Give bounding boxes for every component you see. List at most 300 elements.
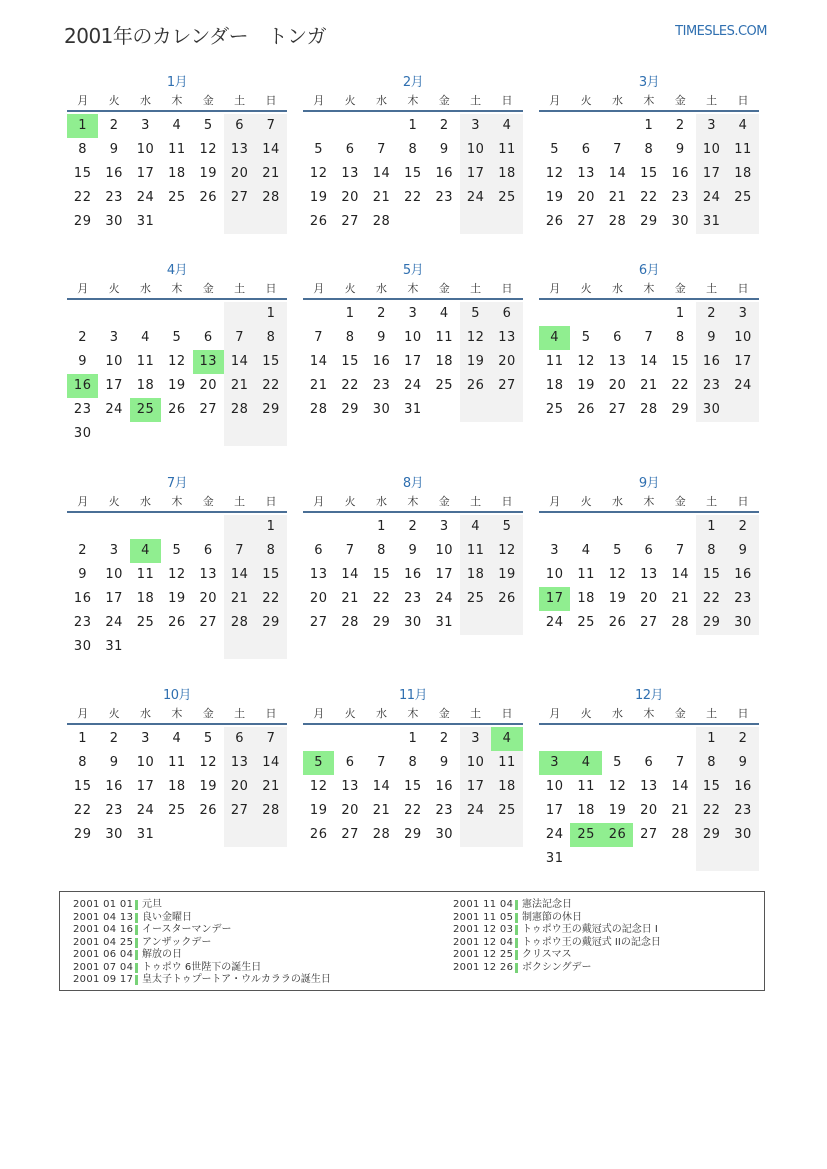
holiday-marker	[135, 938, 138, 948]
day-cell: 23	[73, 402, 92, 417]
week-row	[539, 751, 759, 775]
holiday-column-right	[453, 899, 661, 974]
day-cell: 3	[109, 543, 119, 558]
week-row	[67, 138, 287, 162]
week-row	[303, 162, 523, 186]
day-cell: 14	[671, 567, 690, 582]
empty-cell	[130, 635, 161, 659]
day-cell: 19	[199, 166, 218, 181]
day-cell: 9	[78, 567, 88, 582]
day-cell: 15	[73, 779, 92, 794]
day-cell: 1	[696, 727, 727, 751]
empty-cell	[633, 727, 664, 751]
day-cell: 22	[73, 190, 92, 205]
holiday-marker	[135, 963, 138, 973]
day-cell: 27	[640, 827, 658, 842]
day-cell: 6	[203, 330, 213, 345]
weekday-label: 金	[202, 707, 214, 720]
empty-cell	[193, 823, 224, 847]
empty-cell	[255, 823, 286, 847]
month-title: 11月	[398, 688, 428, 703]
weekday-label: 火	[344, 282, 356, 295]
day-cell: 28	[640, 402, 658, 417]
week-row	[303, 350, 523, 374]
weekday-label: 水	[375, 282, 387, 295]
week-row	[303, 186, 523, 210]
week-row	[539, 823, 759, 847]
day-cell: 10	[545, 779, 564, 794]
day-cell: 21	[372, 803, 391, 818]
day-cell: 15	[696, 775, 727, 799]
week-row	[67, 563, 287, 587]
day-cell: 22	[696, 799, 727, 823]
weekday-label: 火	[344, 707, 356, 720]
day-cell: 27	[341, 827, 359, 842]
day-cell: 21	[372, 190, 391, 205]
week-row	[303, 751, 523, 775]
day-cell: 3	[439, 519, 449, 534]
week-row	[539, 114, 759, 138]
day-cell: 22	[73, 803, 92, 818]
weekday-header	[67, 493, 287, 513]
empty-cell	[303, 727, 334, 751]
holiday-name: トゥポウ王の戴冠式 IIの記念日	[522, 936, 661, 948]
day-cell: 8	[255, 539, 286, 563]
weekday-label: 土	[706, 707, 718, 720]
week-row	[539, 210, 759, 234]
empty-cell	[161, 823, 192, 847]
day-cell: 29	[372, 615, 391, 630]
day-cell: 12	[460, 326, 491, 350]
day-cell: 18	[491, 162, 522, 186]
empty-cell	[303, 515, 334, 539]
day-cell: 27	[199, 402, 218, 417]
day-cell: 23	[372, 378, 391, 393]
empty-cell	[570, 114, 601, 138]
weekday-header	[539, 280, 759, 300]
week-row	[539, 302, 759, 326]
empty-cell	[491, 611, 522, 635]
day-cell: 16	[372, 354, 391, 369]
empty-cell	[193, 515, 224, 539]
day-cell: 7	[675, 543, 685, 558]
day-cell: 14	[255, 138, 286, 162]
day-cell: 15	[696, 563, 727, 587]
day-cell: 13	[640, 567, 658, 582]
empty-cell	[98, 302, 129, 326]
day-cell: 14	[671, 779, 690, 794]
day-cell: 13	[640, 779, 658, 794]
empty-cell	[255, 210, 286, 234]
empty-cell	[539, 515, 570, 539]
day-cell: 7	[377, 142, 386, 157]
day-cell: 26	[168, 615, 186, 630]
day-cell: 2	[727, 515, 758, 539]
day-cell: 1	[255, 515, 286, 539]
day-cell: 7	[345, 543, 355, 558]
day-cell: 22	[404, 190, 422, 205]
empty-cell	[429, 210, 460, 234]
weekday-label: 月	[549, 707, 561, 720]
day-cell: 9	[727, 539, 758, 563]
day-cell: 19	[608, 803, 627, 818]
weekday-label: 金	[202, 282, 214, 295]
day-cell: 22	[404, 803, 422, 818]
day-cell: 18	[577, 803, 595, 818]
week-row	[539, 847, 759, 871]
page-title: 2001年のカレンダー トンガ	[64, 24, 327, 48]
day-cell: 27	[640, 615, 658, 630]
month-calendar	[539, 475, 759, 635]
holiday-marker	[135, 900, 138, 910]
day-cell: 17	[105, 378, 123, 393]
day-cell: 15	[404, 166, 422, 181]
holiday-date: 2001 12 03	[453, 924, 514, 935]
empty-cell	[602, 847, 633, 871]
day-cell: 15	[640, 166, 658, 181]
day-cell: 14	[255, 751, 286, 775]
day-cell: 25	[130, 398, 161, 422]
holiday-marker	[515, 950, 518, 960]
month-title: 7月	[166, 476, 188, 491]
day-cell: 18	[545, 378, 564, 393]
day-cell: 21	[224, 374, 255, 398]
day-cell: 26	[168, 402, 186, 417]
weekday-label: 火	[344, 94, 356, 107]
day-cell: 29	[671, 402, 690, 417]
day-cell: 13	[341, 779, 359, 794]
day-cell: 9	[377, 330, 386, 345]
week-row	[67, 587, 287, 611]
week-row	[539, 775, 759, 799]
day-cell: 23	[105, 190, 123, 205]
weekday-label: 月	[77, 707, 89, 720]
weekday-label: 土	[470, 282, 482, 295]
day-cell: 30	[696, 398, 727, 422]
day-cell: 15	[341, 354, 359, 369]
day-cell: 24	[545, 827, 564, 842]
weekday-label: 木	[643, 707, 655, 720]
weekday-label: 日	[501, 282, 513, 295]
empty-cell	[366, 114, 397, 138]
week-row	[539, 186, 759, 210]
day-cell: 16	[727, 563, 758, 587]
weekday-label: 金	[438, 94, 450, 107]
day-cell: 8	[644, 142, 654, 157]
day-cell: 10	[136, 142, 155, 157]
day-cell: 10	[460, 138, 491, 162]
day-cell: 30	[404, 615, 422, 630]
holiday-date: 2001 06 04	[73, 949, 134, 960]
month-title: 6月	[638, 263, 660, 278]
empty-cell	[491, 823, 522, 847]
day-cell: 19	[545, 190, 564, 205]
weekday-label: 日	[265, 707, 277, 720]
holiday-date: 2001 12 26	[453, 961, 514, 973]
day-cell: 12	[309, 779, 328, 794]
day-cell: 11	[577, 779, 595, 794]
weekday-label: 木	[407, 707, 419, 720]
day-cell: 18	[136, 378, 155, 393]
month-calendar	[67, 262, 287, 446]
empty-cell	[570, 847, 601, 871]
day-cell: 6	[644, 755, 654, 770]
day-cell: 13	[309, 567, 328, 582]
week-row	[67, 398, 287, 422]
day-cell: 4	[539, 326, 570, 350]
day-cell: 27	[224, 799, 255, 823]
day-cell: 2	[408, 519, 418, 534]
day-cell: 23	[727, 587, 758, 611]
weekday-label: 水	[139, 707, 151, 720]
day-cell: 28	[341, 615, 359, 630]
month-calendar	[303, 262, 523, 422]
day-cell: 22	[671, 378, 690, 393]
day-cell: 15	[255, 350, 286, 374]
day-cell: 7	[644, 330, 654, 345]
week-row	[67, 775, 287, 799]
day-cell: 13	[224, 751, 255, 775]
day-cell: 1	[255, 302, 286, 326]
day-cell: 25	[545, 402, 564, 417]
day-cell: 10	[460, 751, 491, 775]
weekday-header	[303, 493, 523, 513]
weekday-header	[303, 92, 523, 112]
day-cell: 16	[67, 374, 98, 398]
day-cell: 26	[608, 615, 627, 630]
holiday-marker	[135, 950, 138, 960]
day-cell: 8	[675, 330, 685, 345]
holiday-name: イースターマンデー	[142, 924, 232, 935]
day-cell: 21	[341, 591, 359, 606]
day-cell: 20	[199, 591, 218, 606]
day-cell: 16	[404, 567, 422, 582]
day-cell: 28	[224, 611, 255, 635]
day-cell: 24	[460, 799, 491, 823]
day-cell: 26	[199, 190, 218, 205]
day-cell: 19	[491, 563, 522, 587]
empty-cell	[224, 302, 255, 326]
day-cell: 21	[640, 378, 658, 393]
day-cell: 28	[671, 615, 690, 630]
day-cell: 20	[224, 162, 255, 186]
day-cell: 16	[696, 350, 727, 374]
weekday-label: 木	[643, 282, 655, 295]
day-cell: 14	[640, 354, 658, 369]
day-cell: 14	[372, 779, 391, 794]
weekday-label: 木	[171, 707, 183, 720]
day-cell: 31	[404, 402, 422, 417]
day-cell: 15	[255, 563, 286, 587]
day-cell: 30	[105, 214, 123, 229]
week-row	[539, 539, 759, 563]
holiday-entry	[453, 899, 661, 912]
weekday-label: 水	[375, 707, 387, 720]
day-cell: 6	[345, 755, 355, 770]
month-calendar	[539, 262, 759, 422]
day-cell: 1	[377, 519, 386, 534]
day-cell: 2	[439, 118, 449, 133]
weekday-label: 木	[407, 282, 419, 295]
weekday-label: 水	[139, 495, 151, 508]
day-cell: 17	[136, 166, 155, 181]
day-cell: 20	[491, 350, 522, 374]
day-cell: 28	[372, 827, 391, 842]
weekday-label: 月	[77, 495, 89, 508]
day-cell: 14	[341, 567, 359, 582]
day-cell: 5	[172, 543, 182, 558]
holiday-marker	[135, 913, 138, 923]
day-cell: 18	[168, 166, 186, 181]
day-cell: 5	[550, 142, 560, 157]
weekday-label: 水	[375, 94, 387, 107]
day-cell: 23	[727, 799, 758, 823]
empty-cell	[161, 302, 192, 326]
empty-cell	[193, 422, 224, 446]
day-cell: 19	[199, 779, 218, 794]
holiday-entry	[73, 924, 331, 937]
weekday-label: 金	[674, 707, 686, 720]
empty-cell	[130, 515, 161, 539]
empty-cell	[460, 210, 491, 234]
weekday-label: 木	[407, 94, 419, 107]
day-cell: 12	[168, 354, 186, 369]
day-cell: 8	[696, 751, 727, 775]
day-cell: 29	[73, 214, 92, 229]
empty-cell	[397, 210, 428, 234]
weekday-header	[67, 280, 287, 300]
empty-cell	[491, 210, 522, 234]
day-cell: 29	[73, 827, 92, 842]
holiday-date: 2001 12 25	[453, 949, 514, 960]
day-cell: 16	[671, 166, 690, 181]
holiday-marker	[135, 925, 138, 935]
weekday-label: 木	[407, 495, 419, 508]
day-cell: 3	[550, 543, 560, 558]
day-cell: 9	[78, 354, 88, 369]
day-cell: 7	[224, 326, 255, 350]
day-cell: 5	[491, 515, 522, 539]
day-cell: 20	[608, 378, 627, 393]
day-cell: 3	[460, 114, 491, 138]
weekday-label: 日	[737, 94, 749, 107]
holiday-name: トゥポウ 6世陛下の誕生日	[142, 961, 262, 973]
day-cell: 26	[577, 402, 595, 417]
weekday-label: 木	[171, 495, 183, 508]
day-cell: 11	[168, 142, 186, 157]
weekday-header	[303, 705, 523, 725]
day-cell: 3	[141, 731, 150, 746]
day-cell: 20	[640, 803, 658, 818]
day-cell: 21	[255, 162, 286, 186]
day-cell: 8	[255, 326, 286, 350]
week-row	[67, 210, 287, 234]
holiday-entry	[73, 912, 331, 925]
day-cell: 30	[105, 827, 123, 842]
day-cell: 31	[435, 615, 454, 630]
week-row	[303, 727, 523, 751]
week-row	[67, 635, 287, 659]
day-cell: 6	[203, 543, 213, 558]
month-title: 9月	[638, 476, 660, 491]
day-cell: 9	[109, 142, 119, 157]
holiday-date: 2001 07 04	[73, 961, 134, 973]
weekday-label: 月	[313, 94, 325, 107]
week-row	[67, 350, 287, 374]
day-cell: 22	[640, 190, 658, 205]
day-cell: 26	[309, 214, 328, 229]
weekday-label: 日	[265, 94, 277, 107]
day-cell: 21	[671, 803, 690, 818]
week-row	[67, 611, 287, 635]
weekday-label: 火	[108, 94, 120, 107]
weekday-label: 木	[171, 94, 183, 107]
day-cell: 29	[696, 823, 727, 847]
weekday-label: 火	[580, 94, 592, 107]
day-cell: 19	[309, 190, 328, 205]
day-cell: 9	[727, 751, 758, 775]
day-cell: 3	[109, 330, 119, 345]
empty-cell	[602, 515, 633, 539]
day-cell: 23	[73, 615, 92, 630]
day-cell: 17	[545, 803, 564, 818]
weekday-label: 月	[549, 282, 561, 295]
day-cell: 28	[309, 402, 328, 417]
day-cell: 8	[408, 755, 418, 770]
day-cell: 30	[73, 426, 92, 441]
day-cell: 4	[172, 118, 182, 133]
day-cell: 6	[644, 543, 654, 558]
month-calendar	[67, 74, 287, 234]
day-cell: 8	[377, 543, 386, 558]
day-cell: 2	[727, 727, 758, 751]
day-cell: 17	[696, 162, 727, 186]
weekday-label: 木	[171, 282, 183, 295]
day-cell: 29	[341, 402, 359, 417]
day-cell: 23	[404, 591, 422, 606]
holiday-entry	[73, 949, 331, 962]
holiday-entry	[453, 962, 661, 975]
day-cell: 10	[404, 330, 422, 345]
weekday-label: 火	[580, 495, 592, 508]
week-row	[303, 398, 523, 422]
empty-cell	[539, 302, 570, 326]
month-calendar	[539, 74, 759, 234]
day-cell: 31	[696, 210, 727, 234]
day-cell: 23	[671, 190, 690, 205]
empty-cell	[334, 727, 365, 751]
day-cell: 4	[727, 114, 758, 138]
day-cell: 4	[141, 330, 150, 345]
empty-cell	[727, 847, 758, 871]
site-name[interactable]: TIMESLES.COM	[675, 24, 767, 39]
weekday-label: 日	[265, 282, 277, 295]
day-cell: 10	[545, 567, 564, 582]
weekday-label: 水	[611, 707, 623, 720]
holiday-date: 2001 09 17	[73, 974, 134, 985]
holiday-name: ボクシングデー	[522, 961, 592, 973]
week-row	[303, 138, 523, 162]
day-cell: 12	[199, 142, 218, 157]
day-cell: 11	[435, 330, 454, 345]
week-row	[67, 186, 287, 210]
day-cell: 1	[675, 306, 685, 321]
day-cell: 24	[136, 803, 155, 818]
day-cell: 28	[372, 214, 391, 229]
day-cell: 4	[460, 515, 491, 539]
empty-cell	[130, 302, 161, 326]
day-cell: 27	[341, 214, 359, 229]
